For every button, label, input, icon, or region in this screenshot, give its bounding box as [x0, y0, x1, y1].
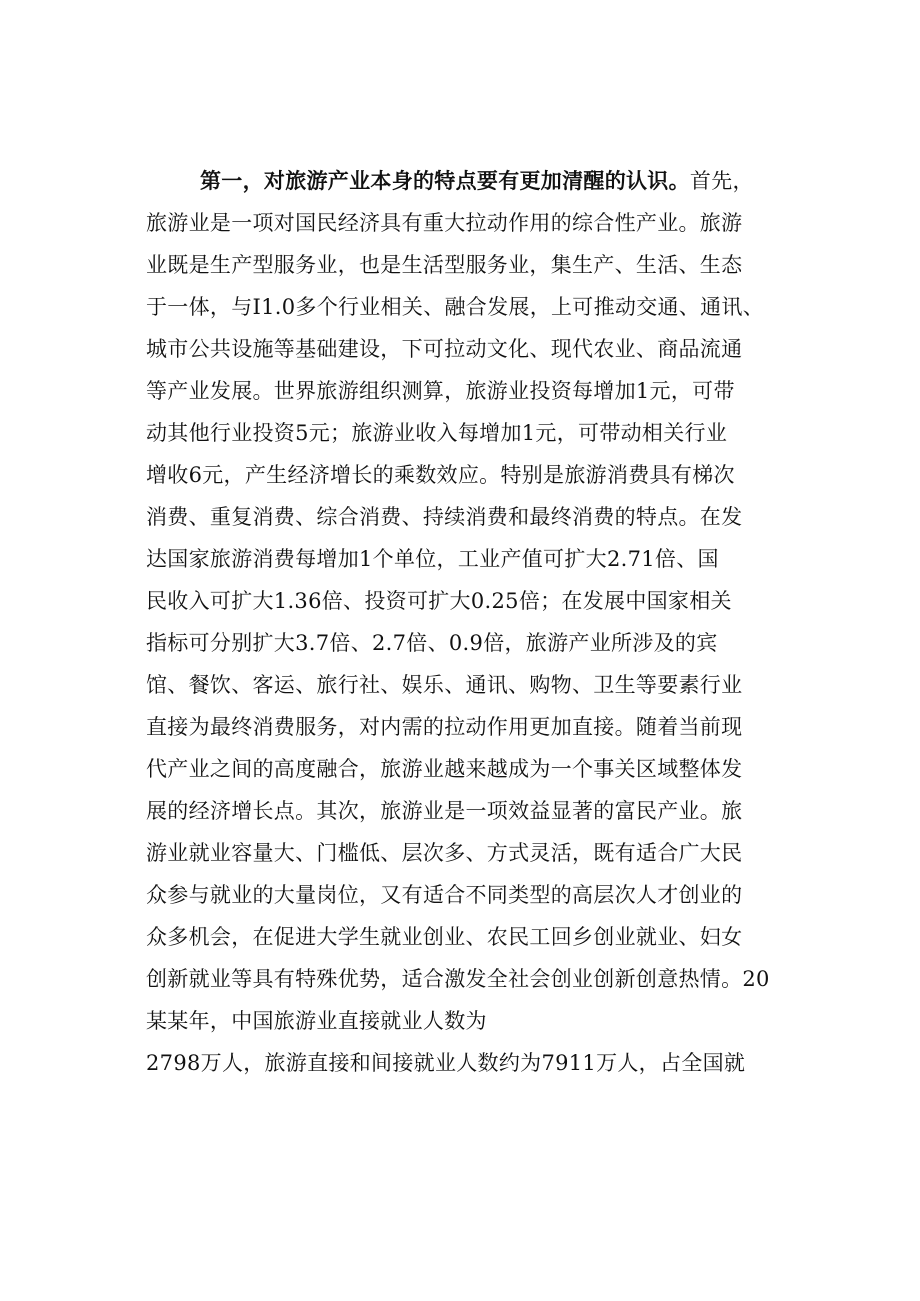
paragraph-line: 达国家旅游消费每增加1个单位，工业产值可扩大2.71倍、国 [146, 547, 719, 571]
paragraph-line: 展的经济增长点。其次，旅游业是一项效益显著的富民产业。旅 [146, 799, 743, 823]
body-text [146, 160, 796, 1084]
paragraph-line: 2798万人，旅游直接和间接就业人数约为7911万人，占全国就 [146, 1051, 746, 1075]
paragraph-line: 某某年，中国旅游业直接就业人数为 [146, 1009, 487, 1033]
paragraph-line: 等产业发展。世界旅游组织测算，旅游业投资每增加1元，可带 [146, 379, 735, 403]
paragraph-line: 直接为最终消费服务，对内需的拉动作用更加直接。随着当前现 [146, 715, 743, 739]
paragraph-line: 消费、重复消费、综合消费、持续消费和最终消费的特点。在发 [146, 505, 743, 529]
section-heading: 第一，对旅游产业本身的特点要有更加清醒的认识。 [200, 168, 690, 193]
paragraph-line: 民收入可扩大1.36倍、投资可扩大0.25倍；在发展中国家相关 [146, 589, 732, 613]
paragraph-line-1 [146, 160, 796, 202]
paragraph-line: 动其他行业投资5元；旅游业收入每增加1元，可带动相关行业 [146, 421, 728, 445]
paragraph-line: 指标可分别扩大3.7倍、2.7倍、0.9倍，旅游产业所涉及的宾 [146, 631, 718, 655]
paragraph-line: 旅游业是一项对国民经济具有重大拉动作用的综合性产业。旅游 [146, 211, 743, 235]
paragraph-line: 创新就业等具有特殊优势，适合激发全社会创业创新创意热情。20 [146, 967, 770, 991]
paragraph-line: 城市公共设施等基础建设，下可拉动文化、现代农业、商品流通 [146, 337, 743, 361]
paragraph-line: 众参与就业的大量岗位，又有适合不同类型的高层次人才创业的 [146, 883, 743, 907]
paragraph-line: 于一体，与I1.0多个行业相关、融合发展，上可推动交通、通讯、 [146, 295, 764, 319]
paragraph-line: 众多机会，在促进大学生就业创业、农民工回乡创业就业、妇女 [146, 925, 743, 949]
paragraph-line: 业既是生产型服务业，也是生活型服务业，集生产、生活、生态 [146, 253, 743, 277]
paragraph-line: 代产业之间的高度融合，旅游业越来越成为一个事关区域整体发 [146, 757, 743, 781]
paragraph-line: 增收6元，产生经济增长的乘数效应。特别是旅游消费具有梯次 [146, 463, 735, 487]
paragraph-line: 馆、餐饮、客运、旅行社、娱乐、通讯、购物、卫生等要素行业 [146, 673, 743, 697]
paragraph-line: 游业就业容量大、门槛低、层次多、方式灵活，既有适合广大民 [146, 841, 743, 865]
line-text: 首先， [689, 169, 754, 193]
